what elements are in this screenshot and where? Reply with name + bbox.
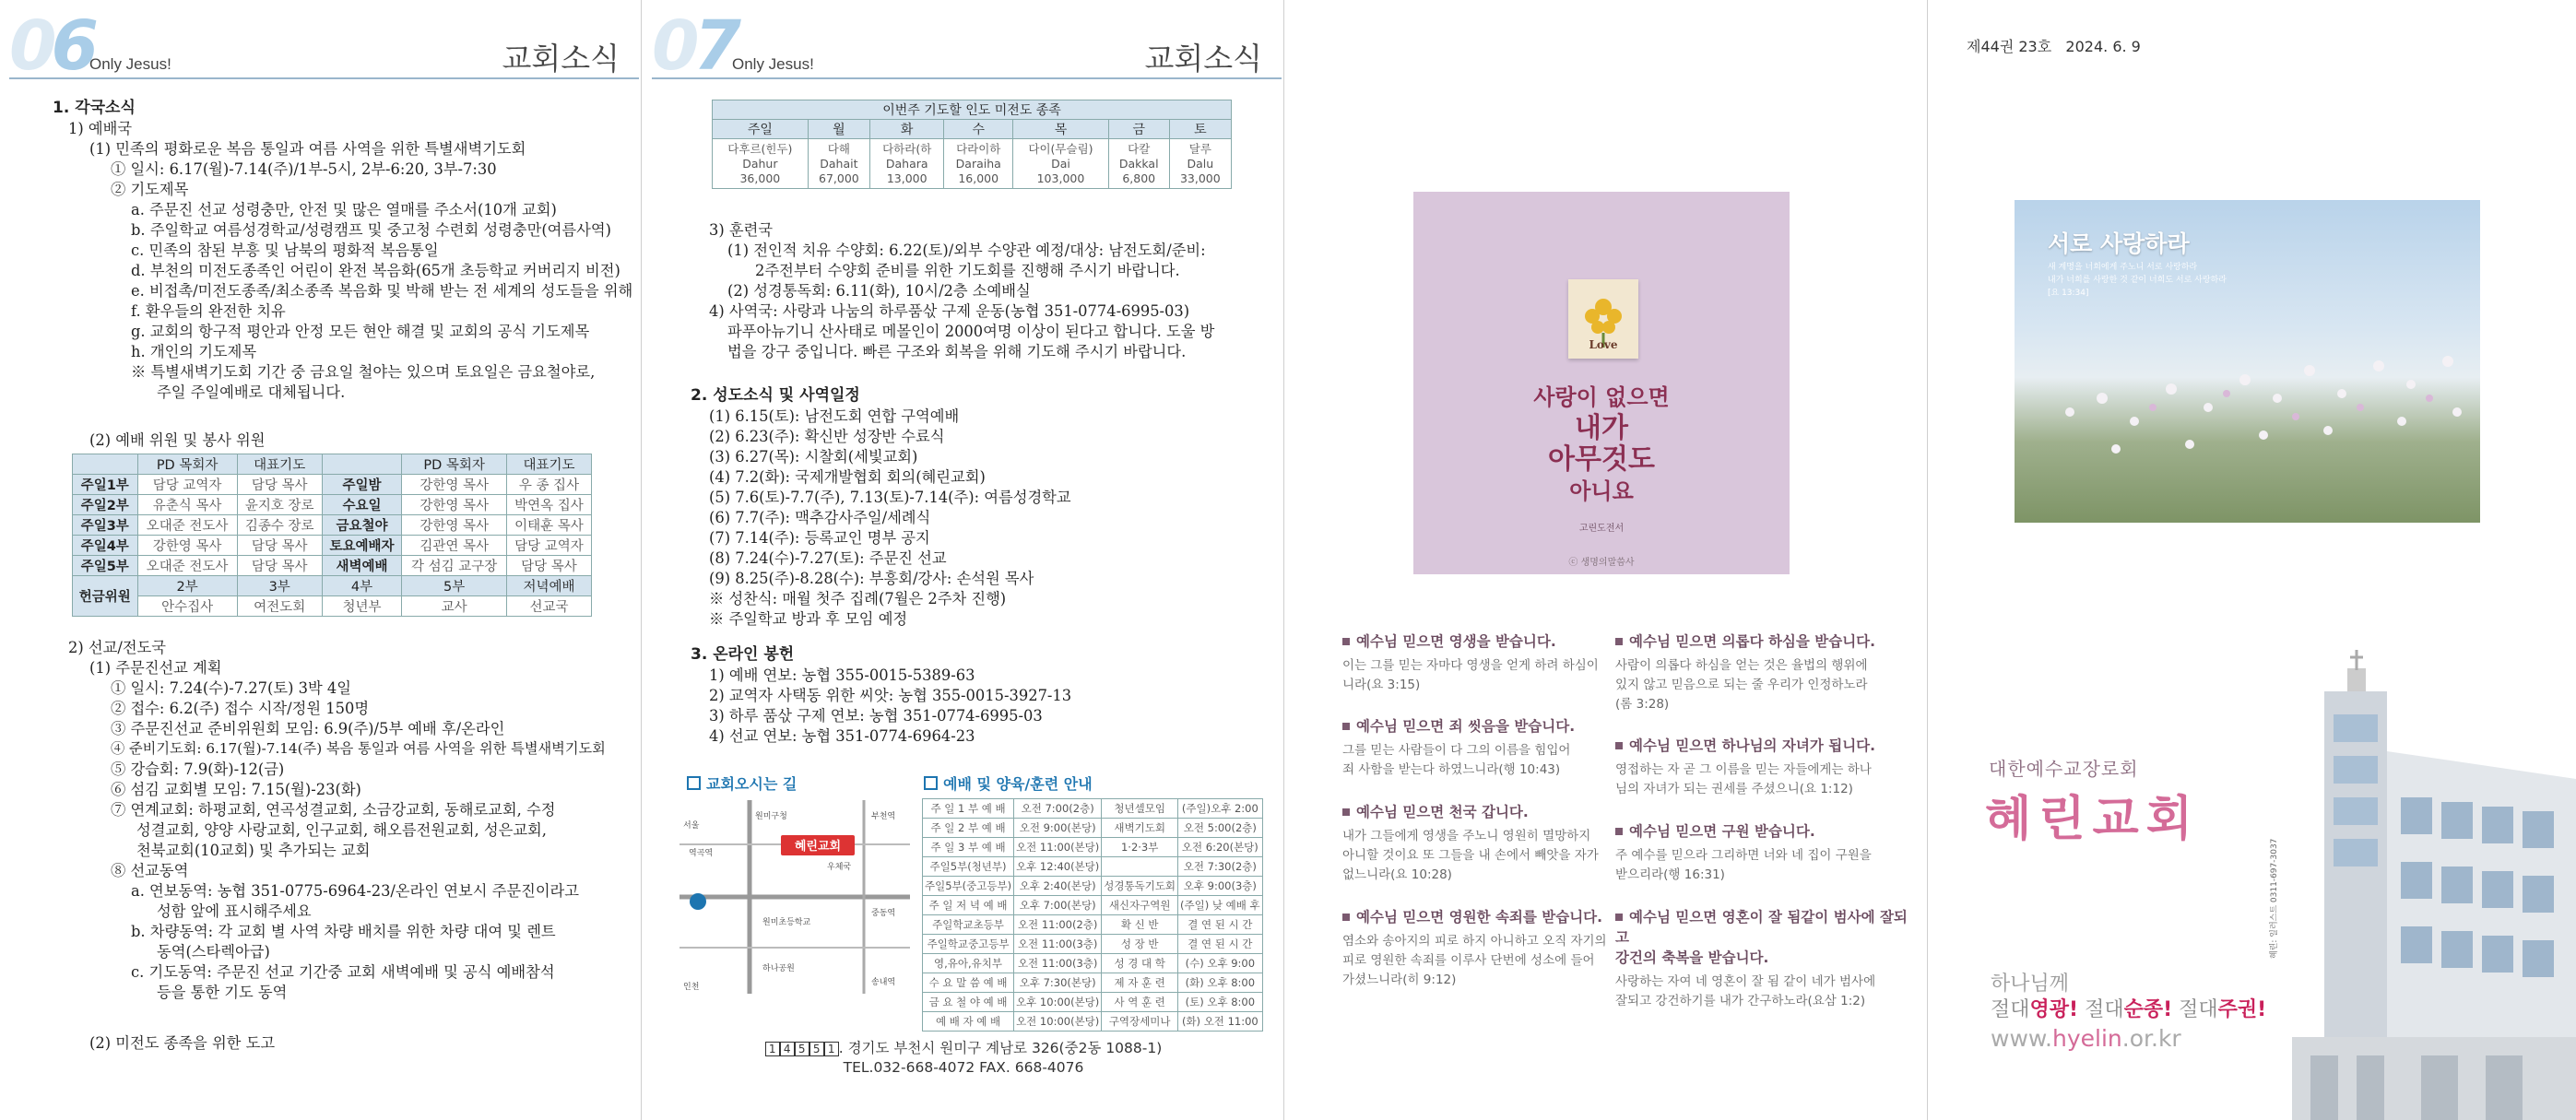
- table-cell: 저녁예배: [506, 576, 591, 596]
- table-cell: 강한영 목사: [402, 495, 507, 515]
- text-line: 성결교회, 양양 사랑교회, 인구교회, 해오름전원교회, 성은교회,: [136, 821, 547, 839]
- text-line: f. 환우들의 완전한 치유: [131, 302, 286, 320]
- text-line: 1) 예배 연보: 농협 355-0015-5389-63: [709, 666, 975, 684]
- verse-body: 새 계명을 너희에게 주노니 서로 사랑하라 내가 너희를 사랑한 것 같이 너희도 서로 사랑하라 [요 13:34]: [2048, 263, 2227, 298]
- text-line: (9) 8.25(주)-8.28(수): 부흥회/강사: 손석원 목사: [709, 570, 1034, 587]
- text-line: (6) 7.7(주): 맥추감사주일/세례식: [709, 509, 931, 526]
- gospel-point: 예수님 믿으면 하나님의 자녀가 됩니다. 영접하는 자 곧 그 이름을 믿는 자들에게는 하나 님의 자녀가 되는 권세를 주셨으니(요 1:12): [1615, 735, 1910, 799]
- table-row: [923, 973, 1263, 993]
- text-line: (1) 주문진선교 계획: [89, 659, 222, 677]
- table-cell: 주 일 3 부 예 배: [923, 838, 1014, 857]
- table-cell: 주일밤: [322, 475, 402, 495]
- table-cell: 다하라(하 Dahara 13,000: [870, 139, 944, 189]
- table-cell: 4부: [322, 576, 402, 596]
- table-row: [923, 819, 1263, 838]
- text-line: 법을 강구 중입니다. 빠른 구조와 회복을 위해 기도해 주시기 바랍니다.: [727, 343, 1187, 360]
- table-cell: 금: [1108, 120, 1169, 139]
- table-cell: 제 자 훈 련: [1102, 973, 1178, 993]
- page-title: 교회소식: [502, 41, 620, 77]
- table-cell: 새벽예배: [322, 556, 402, 576]
- table-cell: 주 일 저 녁 예 배: [923, 896, 1014, 915]
- table-cell: 오전 11:00(본당): [1014, 838, 1102, 857]
- table-row: [73, 536, 592, 556]
- text-line: g. 교회의 항구적 평안과 안정 모든 현안 해결 및 교회의 공식 기도제목: [131, 323, 590, 340]
- issue-info: 제44권 23호 2024. 6. 9: [1967, 38, 2141, 55]
- table-row: [923, 877, 1263, 896]
- table-row: [923, 799, 1263, 819]
- table-cell: 영,유아,유치부: [923, 954, 1014, 973]
- table-cell: [322, 454, 402, 475]
- table-cell: 강한영 목사: [402, 475, 507, 495]
- svg-text:하나공원: 하나공원: [762, 964, 795, 973]
- text-line: (8) 7.24(수)-7.27(토): 주문진 선교: [709, 549, 947, 567]
- table-cell: 월: [808, 120, 869, 139]
- table-cell: 안수집사: [137, 596, 237, 617]
- table-cell: 확 신 반: [1102, 915, 1178, 935]
- table-cell: 화: [870, 120, 944, 139]
- page-07: [643, 0, 1284, 1120]
- map-section-title: 교회오시는 길: [687, 772, 797, 794]
- table-cell: 강한영 목사: [402, 515, 507, 536]
- text-line: 3) 하루 품삯 구제 연보: 농협 351-0774-6995-03: [709, 707, 1043, 725]
- svg-text:서울: 서울: [683, 821, 700, 831]
- sub-heading: 3) 훈련국: [709, 221, 774, 239]
- table-cell: 여전도회: [237, 596, 322, 617]
- table-cell: 주 일 2 부 예 배: [923, 819, 1014, 838]
- table-row: [923, 954, 1263, 973]
- page-header: [9, 6, 640, 86]
- gospel-point: 예수님 믿으면 영생을 받습니다. 이는 그를 믿는 자마다 영생을 얻게 하려 하심이 니라(요 3:15): [1342, 631, 1619, 695]
- text-line: ⑧ 선교동역: [111, 862, 189, 879]
- table-row: [73, 495, 592, 515]
- text-line: d. 부천의 미전도종족인 어린이 완전 복음화(65개 초등학교 커버리지 비전): [131, 262, 620, 279]
- table-cell: 오전 11:00(2층): [1014, 915, 1102, 935]
- church-location-map: [679, 800, 910, 994]
- table-cell: 5부: [402, 576, 507, 596]
- sub-heading: 1) 예배국: [68, 120, 133, 137]
- table-cell: 주일: [713, 120, 809, 139]
- svg-text:원미초등학교: 원미초등학교: [762, 918, 811, 927]
- table-cell: 주일4부: [73, 536, 138, 556]
- table-cell: 새신자구역원: [1102, 896, 1178, 915]
- table-cell: 사 역 훈 련: [1102, 993, 1178, 1012]
- table-row: [73, 515, 592, 536]
- page-number: 07: [652, 6, 736, 86]
- page-01-cover: [1928, 0, 2576, 1120]
- table-cell: 성경통독기도회: [1102, 877, 1178, 896]
- sub-heading: 2) 선교/전도국: [68, 639, 167, 656]
- page-06: [0, 0, 642, 1120]
- table-cell: 이태훈 목사: [506, 515, 591, 536]
- table-row: [923, 857, 1263, 877]
- table-cell: (토) 오후 8:00: [1178, 993, 1263, 1012]
- text-line: 2주전부터 수양회 준비를 위한 기도회를 진행해 주시기 바랍니다.: [755, 262, 1180, 279]
- section-heading: 1. 각국소식: [53, 99, 136, 117]
- table-cell: 주일학교중고등부: [923, 935, 1014, 954]
- motto-intro: 하나님께: [1991, 973, 2070, 996]
- church-website: www.hyelin.or.kr: [1991, 1025, 2181, 1052]
- schedule-section-title: 예배 및 양육/훈련 안내: [924, 772, 1093, 794]
- table-cell: 다해 Dahait 67,000: [808, 139, 869, 189]
- table-header-row: [713, 120, 1232, 139]
- worship-committee-table: [72, 454, 592, 617]
- text-line: 주일 주일예배로 대체됩니다.: [157, 383, 346, 401]
- text-line: ② 기도제목: [111, 181, 189, 198]
- svg-text:역곡역: 역곡역: [689, 849, 714, 858]
- page-08: [1285, 0, 1928, 1120]
- book-title: 사랑이 없으면 내가 아무것도 아니요: [1533, 383, 1670, 504]
- table-cell: 청년부: [322, 596, 402, 617]
- table-cell: 다칼 Dakkal 6,800: [1108, 139, 1169, 189]
- table-cell: 대표기도: [506, 454, 591, 475]
- table-cell: 성 장 반: [1102, 935, 1178, 954]
- church-name: 혜린교회: [1985, 792, 2200, 847]
- table-row: [923, 896, 1263, 915]
- table-cell: 주일학교초등부: [923, 915, 1014, 935]
- text-line: (7) 7.14(주): 등록교인 명부 공지: [709, 529, 930, 547]
- text-line: (4) 7.2(화): 국제개발협회 회의(혜린교회): [709, 468, 986, 486]
- header-rule: [9, 77, 639, 79]
- text-line: (2) 미전도 종족을 위한 도고: [89, 1034, 276, 1052]
- text-line: ⑤ 강습회: 7.9(화)-12(금): [111, 760, 285, 778]
- text-line: ※ 주일학교 방과 후 모임 예정: [709, 610, 908, 628]
- table-cell: 1·2·3부: [1102, 838, 1178, 857]
- text-line: ① 일시: 6.17(월)-7.14(주)/1부-5시, 2부-6:20, 3부-7:30: [111, 160, 497, 178]
- table-row: [923, 838, 1263, 857]
- book-subtitle: 고린도전서: [1578, 524, 1625, 534]
- table-cell: 오전 6:20(본당): [1178, 838, 1263, 857]
- table-cell: 수: [944, 120, 1013, 139]
- table-cell: PD 목회자: [402, 454, 507, 475]
- table-cell: 김종수 장로: [237, 515, 322, 536]
- text-line: a. 연보동역: 농협 351-0775-6964-23/온라인 연보시 주문진이라고: [131, 882, 579, 900]
- text-line: (3) 6.27(목): 시찰회(세빛교회): [709, 448, 918, 466]
- table-row: [73, 576, 592, 596]
- text-line: a. 주문진 선교 성령충만, 안전 및 많은 열매를 주소서(10개 교회): [131, 201, 557, 218]
- table-cell: 다라이하 Daraiha 16,000: [944, 139, 1013, 189]
- table-cell: [1102, 857, 1178, 877]
- text-line: 등을 통한 기도 동역: [157, 984, 288, 1001]
- worship-caption: (2) 예배 위원 및 봉사 위원: [89, 431, 266, 449]
- square-icon: [924, 776, 938, 790]
- table-cell: 달루 Dalu 33,000: [1169, 139, 1231, 189]
- love-label: Love: [1589, 338, 1618, 351]
- table-cell: 오후 7:00(본당): [1014, 896, 1102, 915]
- text-line: b. 차량동역: 각 교회 별 사역 차량 배치를 위한 차량 대여 및 렌트: [131, 923, 556, 940]
- table-row: [923, 1012, 1263, 1032]
- table-cell: 오대준 전도사: [137, 556, 237, 576]
- table-cell: 김관연 목사: [402, 536, 507, 556]
- table-cell: 주일5부(중고등부): [923, 877, 1014, 896]
- table-cell: 금요철야: [322, 515, 402, 536]
- table-header-row: [73, 454, 592, 475]
- table-cell: 수 요 말 씀 예 배: [923, 973, 1014, 993]
- table-cell: (주일) 낮 예배 후: [1178, 896, 1263, 915]
- table-cell: 우 종 집사: [506, 475, 591, 495]
- text-line: 동역(스타렉아급): [157, 943, 270, 961]
- table-row: [713, 139, 1232, 189]
- table-cell: 헌금위원: [73, 576, 138, 617]
- table-cell: 예 배 자 예 배: [923, 1012, 1014, 1032]
- table-cell: 박연옥 집사: [506, 495, 591, 515]
- table-cell: 주일5부: [73, 556, 138, 576]
- table-cell: (화) 오전 11:00: [1178, 1012, 1263, 1032]
- table-cell: 주일5부(청년부): [923, 857, 1014, 877]
- gospel-point: 예수님 믿으면 죄 씻음을 받습니다. 그를 믿는 사람들이 다 그의 이름을 힘입어 죄 사함을 받는다 하였느니라(행 10:43): [1342, 715, 1619, 780]
- table-cell: 수요일: [322, 495, 402, 515]
- table-cell: 담당 교역자: [506, 536, 591, 556]
- page-title: 교회소식: [1144, 41, 1262, 77]
- table-cell: 오후 12:40(본당): [1014, 857, 1102, 877]
- table-cell: 2부: [137, 576, 237, 596]
- table-cell: 교사: [402, 596, 507, 617]
- table-cell: 청년셀모임: [1102, 799, 1178, 819]
- gospel-point: 예수님 믿으면 구원 받습니다. 주 예수를 믿으라 그리하면 너와 네 집이 구원을 받으리라(행 16:31): [1615, 820, 1910, 885]
- table-cell: 담당 목사: [237, 475, 322, 495]
- text-line: (2) 성경통독회: 6.11(화), 10시/2층 소예배실: [727, 282, 1031, 300]
- table-row: [73, 596, 592, 617]
- table-cell: 주일1부: [73, 475, 138, 495]
- text-line: e. 비접촉/미전도종족/최소종족 복음화 및 박해 받는 전 세계의 성도들을 위해: [131, 282, 633, 300]
- flower-card: [1568, 279, 1638, 359]
- only-jesus-label: Only Jesus!: [732, 55, 814, 73]
- table-cell: 유춘식 목사: [137, 495, 237, 515]
- table-row: [923, 993, 1263, 1012]
- table-cell: 오후 9:00(3층): [1178, 877, 1263, 896]
- table-cell: 3부: [237, 576, 322, 596]
- worship-schedule-table: [922, 798, 1263, 1032]
- table-cell: 토: [1169, 120, 1231, 139]
- table-cell: 결 연 된 시 간: [1178, 915, 1263, 935]
- svg-text:부천역: 부천역: [871, 812, 896, 821]
- text-line: ⑥ 섬김 교회별 모임: 7.15(월)-23(화): [111, 781, 361, 798]
- table-cell: 다후르(힌두) Dahur 36,000: [713, 139, 809, 189]
- table-row: [923, 935, 1263, 954]
- text-line: ② 접수: 6.2(주) 접수 시작/정원 150명: [111, 700, 370, 717]
- svg-text:원미구청: 원미구청: [755, 812, 787, 821]
- table-cell: 오전 11:00(3층): [1014, 954, 1102, 973]
- text-line: (5) 7.6(토)-7.7(주), 7.13(토)-7.14(주): 여름성경학교: [709, 489, 1071, 506]
- text-line: 4) 사역국: 사랑과 나눔의 하루품삯 구제 운동(농협 351-0774-6995-03): [709, 302, 1190, 320]
- text-line: c. 기도동역: 주문진 선교 기간중 교회 새벽예배 및 공식 예배참석: [131, 963, 555, 981]
- table-cell: 성 경 대 학: [1102, 954, 1178, 973]
- table-row: [73, 475, 592, 495]
- verse-title: 서로 사랑하라: [2048, 230, 2190, 257]
- text-line: ※ 특별새벽기도회 기간 중 금요일 철야는 있으며 토요일은 금요철야로,: [131, 363, 596, 381]
- table-title: 이번주 기도할 인도 미전도 종족: [713, 100, 1232, 120]
- table-cell: 주일2부: [73, 495, 138, 515]
- section-heading: 3. 온라인 봉헌: [691, 645, 795, 664]
- page-header: [652, 6, 1282, 86]
- square-icon: [687, 776, 701, 790]
- gospel-point: 예수님 믿으면 의롭다 하심을 받습니다. 사람이 의롭다 하심을 얻는 것은 율법의 행위에 있지 않고 믿음으로 되는 줄 우리가 인정하노라 (롬 3:28): [1615, 631, 1910, 714]
- table-title-row: [713, 100, 1232, 120]
- table-cell: 담당 목사: [237, 536, 322, 556]
- table-cell: 오전 7:30(2층): [1178, 857, 1263, 877]
- table-cell: 오전 5:00(2층): [1178, 819, 1263, 838]
- text-line: (2) 6.23(주): 확신반 성장반 수료식: [709, 428, 945, 445]
- svg-text:송내역: 송내역: [871, 978, 896, 987]
- text-line: 성함 앞에 표시해주세요: [157, 902, 312, 920]
- table-cell: 토요예배자: [322, 536, 402, 556]
- table-cell: 오전 10:00(본당): [1014, 1012, 1102, 1032]
- table-cell: 주일3부: [73, 515, 138, 536]
- text-line: ※ 성찬식: 매월 첫주 집례(7월은 2주차 진행): [709, 590, 1007, 607]
- table-cell: 각 섬김 교구장: [402, 556, 507, 576]
- table-cell: 구역장세미나: [1102, 1012, 1178, 1032]
- text-line: c. 민족의 참된 부흥 및 남북의 평화적 복음통일: [131, 242, 439, 259]
- table-cell: 금 요 철 야 예 배: [923, 993, 1014, 1012]
- table-cell: 담당 목사: [237, 556, 322, 576]
- table-cell: 주 일 1 부 예 배: [923, 799, 1014, 819]
- only-jesus-label: Only Jesus!: [89, 55, 171, 73]
- table-cell: (주일)오후 2:00: [1178, 799, 1263, 819]
- table-cell: 목: [1013, 120, 1109, 139]
- table-cell: (화) 오후 8:00: [1178, 973, 1263, 993]
- text-line: ⑦ 연계교회: 하평교회, 연곡성결교회, 소금강교회, 동해로교회, 수정: [111, 801, 556, 819]
- page-number: 06: [9, 6, 93, 86]
- table-row: [73, 556, 592, 576]
- table-row: [923, 915, 1263, 935]
- table-cell: 오대준 전도사: [137, 515, 237, 536]
- svg-text:인천: 인천: [683, 983, 700, 992]
- text-line: 4) 선교 연보: 농협 351-0774-6964-23: [709, 727, 975, 745]
- church-phone: TEL.032-668-4072 FAX. 668-4076: [843, 1059, 1084, 1076]
- text-line: ① 일시: 7.24(수)-7.27(토) 3박 4일: [111, 679, 351, 697]
- table-cell: 담당 교역자: [137, 475, 237, 495]
- table-cell: 강한영 목사: [137, 536, 237, 556]
- table-cell: 대표기도: [237, 454, 322, 475]
- church-address: 1 4 5 5 1 . 경기도 부천시 원미구 계남로 326(중2동 1088-1): [643, 1037, 1284, 1057]
- cover-photo-flowers: [2015, 200, 2480, 523]
- gospel-point: 예수님 믿으면 영원한 속죄를 받습니다. 염소와 송아지의 피로 하지 아니하고 오직 자기의 피로 영원한 속죄를 이루사 단번에 성소에 들어 가셨느니라(히 9:12): [1342, 906, 1619, 990]
- text-line: 2) 교역자 사택동 위한 씨앗: 농협 355-0015-3927-13: [709, 687, 1072, 704]
- table-cell: 새벽기도회: [1102, 819, 1178, 838]
- table-cell: (수) 오후 9:00: [1178, 954, 1263, 973]
- table-cell: 담당 목사: [506, 556, 591, 576]
- table-cell: 오전 11:00(3층): [1014, 935, 1102, 954]
- text-line: ④ 준비기도회: 6.17(월)-7.14(주) 복음 통일과 여름 사역을 위한 특별새벽기도회: [111, 740, 606, 757]
- svg-text:우체국: 우체국: [827, 863, 852, 872]
- table-cell: 오후 2:40(본당): [1014, 877, 1102, 896]
- table-cell: 결 연 된 시 간: [1178, 935, 1263, 954]
- church-building-photo: [2292, 650, 2576, 1120]
- text-line: h. 개인의 기도제목: [131, 343, 257, 360]
- text-line: 파푸아뉴기니 산사태로 메몰인이 2000여명 이상이 된다고 합니다. 도울 방: [727, 323, 1215, 340]
- gospel-point: 예수님 믿으면 영혼이 잘 됨같이 범사에 잘되고 강건의 축복을 받습니다. 사랑하는 자여 네 영혼이 잘 됨 같이 네가 범사에 잘되고 강건하기를 내가 간구하노라(요삼 1:2): [1615, 906, 1910, 1011]
- text-line: (1) 민족의 평화로운 복음 통일과 여름 사역을 위한 특별새벽기도회: [89, 140, 526, 158]
- text-line: (1) 6.15(토): 남전도회 연합 구역예배: [709, 407, 960, 425]
- table-cell: 다이(무슬림) Dai 103,000: [1013, 139, 1109, 189]
- gospel-point: 예수님 믿으면 천국 갑니다. 내가 그들에게 영생을 주노니 영원히 멸망하지 아니할 것이요 또 그들을 내 손에서 빼앗을 자가 없느니라(요 10:28): [1342, 801, 1619, 885]
- table-cell: 오전 9:00(본당): [1014, 819, 1102, 838]
- unreached-tribes-table: [712, 100, 1232, 189]
- svg-text:혜린교회: 혜린교회: [794, 840, 842, 854]
- text-line: 천북교회(10교회) 및 추가되는 교회: [136, 842, 371, 859]
- table-cell: 선교국: [506, 596, 591, 617]
- text-line: (1) 전인적 치유 수양회: 6.22(토)/외부 수양관 예정/대상: 남전도회/준비:: [727, 242, 1206, 259]
- table-cell: 오후 7:30(본당): [1014, 973, 1102, 993]
- book-publisher: ⓒ 생명의말씀사: [1568, 558, 1635, 568]
- text-line: ③ 주문진선교 준비위원회 모임: 6.9(주)/5부 예배 후/온라인: [111, 720, 505, 737]
- table-cell: [73, 454, 138, 475]
- side-note: 혜린: 일러스트 0311-697-3037: [2270, 838, 2279, 959]
- section-heading: 2. 성도소식 및 사역일정: [691, 386, 860, 405]
- table-cell: 윤지호 장로: [237, 495, 322, 515]
- svg-text:중동역: 중동역: [871, 909, 896, 918]
- text-line: b. 주일학교 여름성경학교/성령캠프 및 중고청 수련회 성령충만(여름사역): [131, 221, 611, 239]
- table-cell: 오전 7:00(2층): [1014, 799, 1102, 819]
- table-cell: PD 목회자: [137, 454, 237, 475]
- denomination-label: 대한예수교장로회: [1989, 758, 2139, 780]
- table-cell: 오후 10:00(본당): [1014, 993, 1102, 1012]
- motto-line: 절대영광! 절대순종! 절대주권!: [1991, 998, 2267, 1021]
- header-rule: [652, 77, 1282, 79]
- book-cover-image: [1413, 192, 1790, 574]
